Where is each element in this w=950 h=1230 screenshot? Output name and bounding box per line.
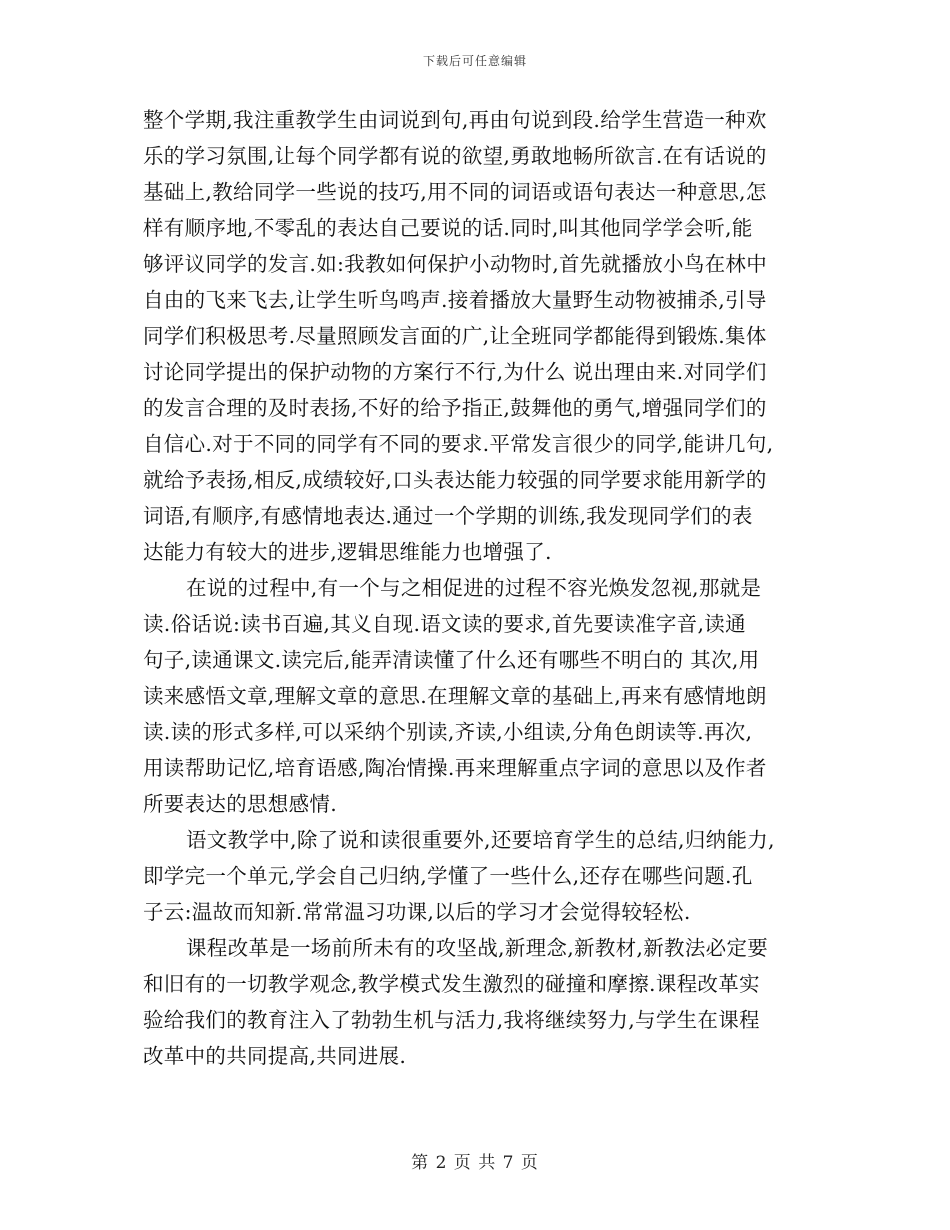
text-line: 读来感悟文章,理解文章的意思.在理解文章的基础上,再来有感情地朗 bbox=[143, 684, 767, 708]
text-line: 讨论同学提出的保护动物的方案行不行,为什么 说出理由来.对同学们 bbox=[143, 360, 767, 384]
text-line: 所要表达的思想感情. bbox=[143, 792, 338, 816]
text-line: 基础上,教给同学一些说的技巧,用不同的词语或语句表达一种意思,怎 bbox=[143, 180, 767, 204]
text-line: 词语,有顺序,有感情地表达.通过一个学期的训练,我发现同学们的表 bbox=[143, 504, 753, 528]
text-line: 子云:温故而知新.常常温习功课,以后的学习才会觉得较轻松. bbox=[143, 900, 691, 924]
text-line: 验给我们的教育注入了勃勃生机与活力,我将继续努力,与学生在课程 bbox=[143, 1008, 760, 1032]
text-line: 句子,读通课文.读完后,能弄清读懂了什么还有哪些不明白的 其次,用 bbox=[143, 648, 760, 672]
text-line: 读.读的形式多样,可以采纳个别读,齐读,小组读,分角色朗读等.再次, bbox=[143, 720, 753, 744]
text-line: 用读帮助记忆,培育语感,陶冶情操.再来理解重点字词的意思以及作者 bbox=[143, 756, 767, 780]
text-line: 达能力有较大的进步,逻辑思维能力也增强了. bbox=[143, 540, 552, 564]
text-line: 自由的飞来飞去,让学生听鸟鸣声.接着播放大量野生动物被捕杀,引导 bbox=[143, 288, 767, 312]
page-number-footer: 第 2 页 共 7 页 bbox=[411, 1153, 539, 1173]
text-line: 的发言合理的及时表扬,不好的给予指正,鼓舞他的勇气,增强同学们的 bbox=[143, 396, 767, 420]
text-line: 同学们积极思考.尽量照顾发言面的广,让全班同学都能得到锻炼.集体 bbox=[143, 324, 767, 348]
paragraph bbox=[143, 570, 818, 822]
paragraph bbox=[143, 930, 818, 1074]
text-line: 和旧有的一切教学观念,教学模式发生激烈的碰撞和摩擦.课程改革实 bbox=[143, 972, 760, 996]
text-line: 课程改革是一场前所未有的攻坚战,新理念,新教材,新教法必定要 bbox=[186, 936, 769, 960]
text-line: 整个学期,我注重教学生由词说到句,再由句说到段.给学生营造一种欢 bbox=[143, 108, 767, 132]
text-line: 改革中的共同提高,共同进展. bbox=[143, 1044, 407, 1068]
text-line: 语文教学中,除了说和读很重要外,还要培育学生的总结,归纳能力, bbox=[186, 828, 775, 852]
paragraph bbox=[143, 822, 818, 930]
text-line: 乐的学习氛围,让每个同学都有说的欲望,勇敢地畅所欲言.在有话说的 bbox=[143, 144, 767, 168]
text-line: 自信心.对于不同的同学有不同的要求.平常发言很少的同学,能讲几句, bbox=[143, 432, 774, 456]
document-body bbox=[143, 102, 818, 1074]
text-line: 就给予表扬,相反,成绩较好,口头表达能力较强的同学要求能用新学的 bbox=[143, 468, 767, 492]
text-line: 样有顺序地,不零乱的表达自己要说的话.同时,叫其他同学学会听,能 bbox=[143, 216, 753, 240]
text-line: 在说的过程中,有一个与之相促进的过程不容光焕发忽视,那就是 bbox=[186, 576, 762, 600]
paragraph bbox=[143, 102, 818, 570]
text-line: 读.俗话说:读书百遍,其义自现.语文读的要求,首先要读准字音,读通 bbox=[143, 612, 746, 636]
page-header-note: 下载后可任意编辑 bbox=[422, 54, 527, 68]
text-line: 即学完一个单元,学会自己归纳,学懂了一些什么,还存在哪些问题.孔 bbox=[143, 864, 753, 888]
text-line: 够评议同学的发言.如:我教如何保护小动物时,首先就播放小鸟在林中 bbox=[143, 252, 768, 276]
